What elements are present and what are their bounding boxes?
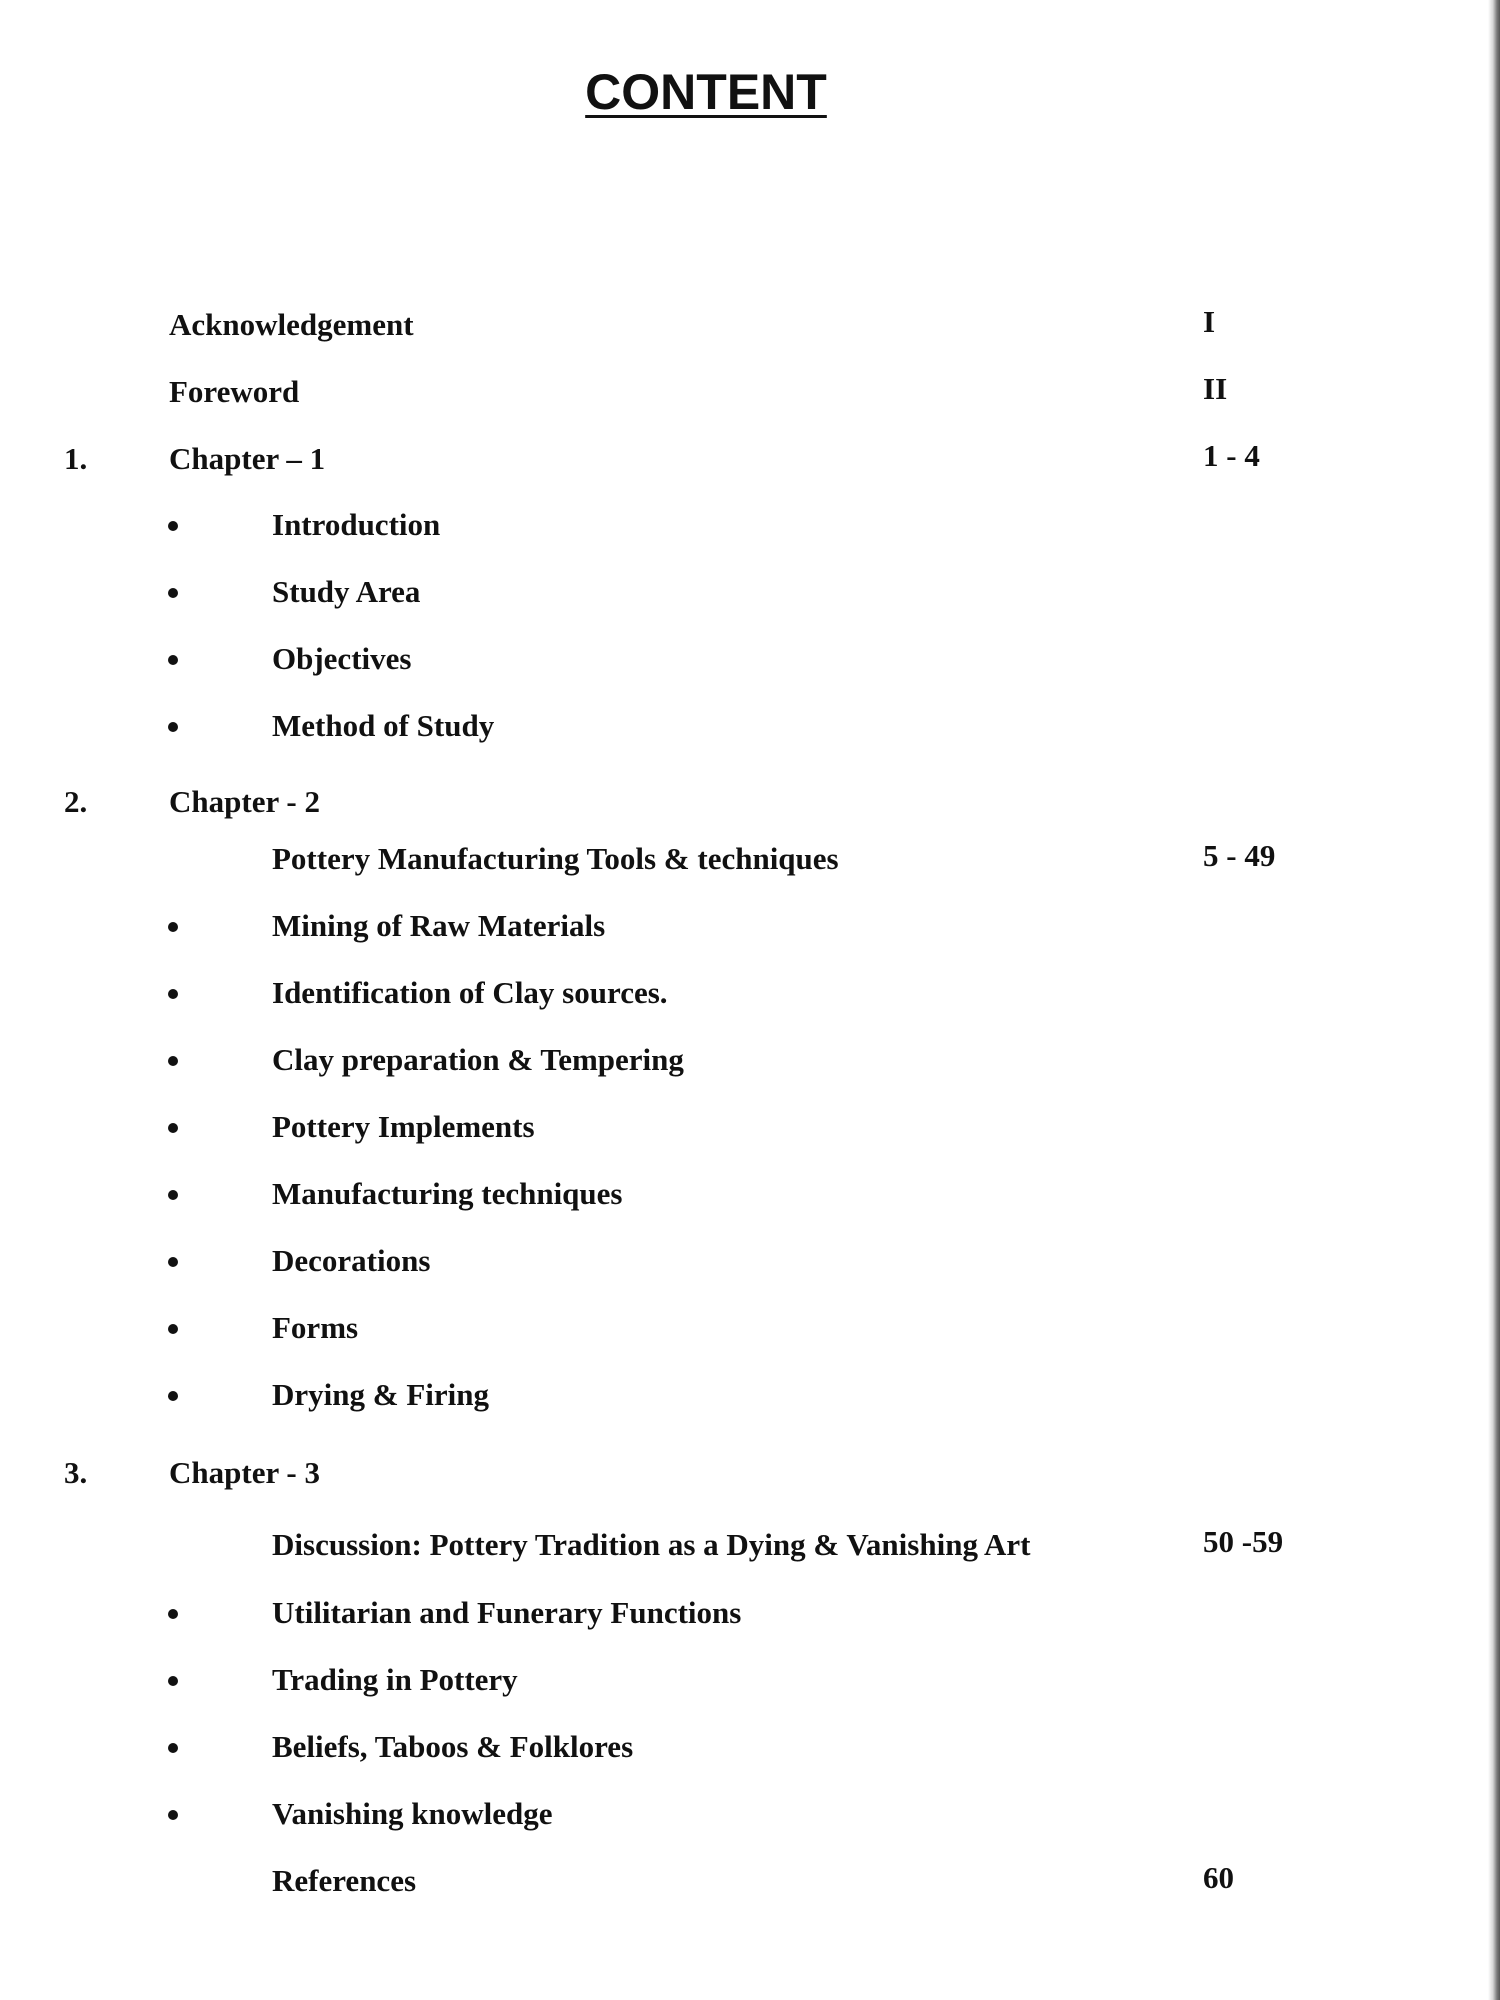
- chapter-2-title: Chapter - 2: [169, 784, 320, 819]
- bullet-icon: [168, 655, 178, 665]
- chapter-3-pages: 50 -59: [1203, 1524, 1284, 1559]
- bullet-icon: [168, 722, 178, 732]
- toc-subitem: Mining of Raw Materials: [272, 908, 606, 943]
- chapter-1-title: Chapter – 1: [169, 441, 326, 476]
- toc-subitem: Decorations: [272, 1243, 431, 1278]
- bullet-icon: [168, 989, 178, 999]
- chapter-2-heading: Pottery Manufacturing Tools & techniques: [272, 841, 839, 876]
- bullet-icon: [168, 922, 178, 932]
- toc-subitem: Vanishing knowledge: [272, 1796, 553, 1831]
- chapter-1-pages: 1 - 4: [1203, 438, 1260, 473]
- bullet-icon: [168, 1676, 178, 1686]
- page-title: CONTENT: [585, 64, 827, 120]
- bullet-icon: [168, 1190, 178, 1200]
- bullet-icon: [168, 1391, 178, 1401]
- bullet-icon: [168, 1056, 178, 1066]
- bullet-icon: [168, 1324, 178, 1334]
- toc-subitem: Method of Study: [272, 708, 495, 743]
- toc-entry-acknowledgement: Acknowledgement: [169, 307, 414, 342]
- toc-subitem: Objectives: [272, 641, 412, 676]
- chapter-3-title: Chapter - 3: [169, 1455, 320, 1490]
- toc-subitem: Forms: [272, 1310, 359, 1345]
- bullet-icon: [168, 521, 178, 531]
- toc-subitem: Study Area: [272, 574, 421, 609]
- toc-subitem: Manufacturing techniques: [272, 1176, 623, 1211]
- bullet-icon: [168, 1743, 178, 1753]
- bullet-icon: [168, 1609, 178, 1619]
- chapter-2-pages: 5 - 49: [1203, 838, 1276, 873]
- toc-subitem: Clay preparation & Tempering: [272, 1042, 684, 1077]
- toc-subitem: Identification of Clay sources.: [272, 975, 668, 1010]
- chapter-3-heading: Discussion: Pottery Tradition as a Dying & Vanishing Art: [272, 1527, 1031, 1562]
- toc-subitem: Beliefs, Taboos & Folklores: [272, 1729, 634, 1764]
- toc-subitem: Introduction: [272, 507, 441, 542]
- bullet-icon: [168, 1123, 178, 1133]
- toc-subitem: Trading in Pottery: [272, 1662, 518, 1697]
- toc-entry-references: References: [272, 1863, 417, 1898]
- toc-page-references: 60: [1203, 1860, 1234, 1895]
- bullet-icon: [168, 1810, 178, 1820]
- toc-page-foreword: II: [1203, 371, 1228, 406]
- toc-subitem: Pottery Implements: [272, 1109, 535, 1144]
- chapter-2-number: 2.: [64, 784, 88, 819]
- chapter-1-number: 1.: [64, 441, 88, 476]
- toc-entry-foreword: Foreword: [169, 374, 300, 409]
- toc-subitem: Drying & Firing: [272, 1377, 489, 1412]
- bullet-icon: [168, 588, 178, 598]
- toc-page-acknowledgement: I: [1203, 304, 1216, 339]
- page-edge-shadow: [1488, 0, 1500, 2000]
- toc-subitem: Utilitarian and Funerary Functions: [272, 1595, 742, 1630]
- bullet-icon: [168, 1257, 178, 1267]
- chapter-3-number: 3.: [64, 1455, 88, 1490]
